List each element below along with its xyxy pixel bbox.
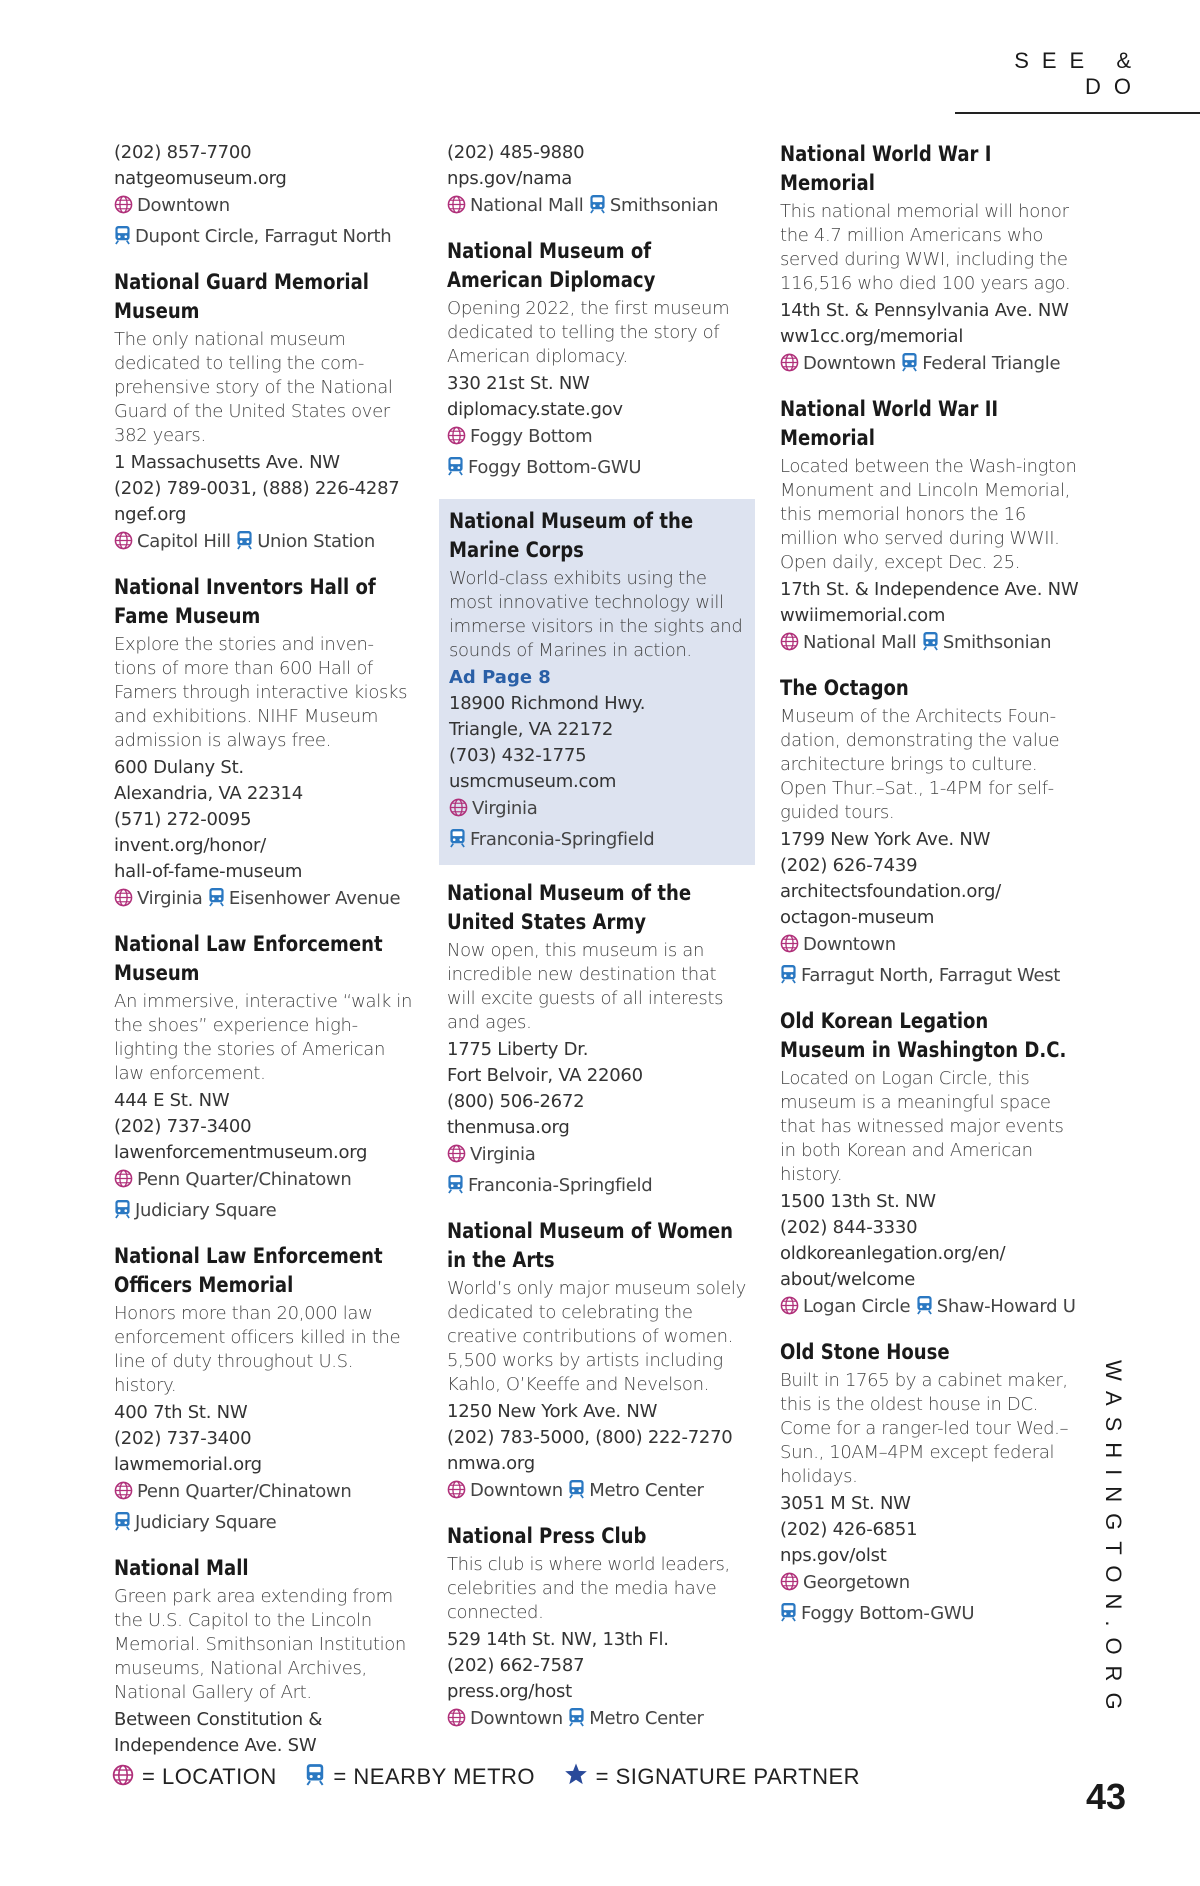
listing-name: National World War I Memorial bbox=[780, 142, 992, 195]
listing bbox=[780, 140, 1080, 381]
listing bbox=[447, 237, 747, 485]
listing-detail-line: Between Constitution & bbox=[114, 1709, 323, 1730]
listing-name: National Museum of the United States Army bbox=[447, 881, 692, 934]
location-name: Capitol Hill bbox=[137, 531, 231, 552]
listing-description: An immersive, interactive “walk in the shoes” experience high-lighting the stories of American law enforcement. bbox=[114, 991, 413, 1084]
metro-train-icon bbox=[589, 194, 606, 223]
location-name: Virginia bbox=[137, 888, 203, 909]
location-name: Downtown bbox=[803, 934, 896, 955]
metro-train-icon bbox=[208, 887, 225, 916]
listing-detail-line: Independence Ave. SW bbox=[114, 1735, 317, 1756]
location-metro-row bbox=[447, 454, 747, 485]
column-1 bbox=[114, 140, 414, 1773]
listing bbox=[447, 879, 747, 1203]
location-metro-row bbox=[114, 1166, 414, 1197]
listing bbox=[114, 1242, 414, 1540]
listing-detail-line: usmcmuseum.com bbox=[449, 771, 617, 792]
listing-description: Explore the stories and inven-tions of more than 600 Hall of Famers through interactive kiosks and exhibitions. NIHF Museum admission is always free. bbox=[114, 634, 408, 751]
listing-detail-line: wwiimemorial.com bbox=[780, 605, 946, 626]
location-metro-row bbox=[114, 192, 414, 223]
ad-page-link[interactable]: Ad Page 8 bbox=[449, 667, 551, 688]
location-name: Downtown bbox=[137, 195, 230, 216]
listing-detail-line: oldkoreanlegation.org/en/ bbox=[780, 1243, 1006, 1264]
globe-icon bbox=[449, 798, 468, 826]
globe-icon bbox=[780, 1296, 799, 1324]
location-name: Georgetown bbox=[803, 1572, 910, 1593]
legend-partner-label: = SIGNATURE PARTNER bbox=[595, 1764, 861, 1789]
listing-name: National Inventors Hall of Fame Museum bbox=[114, 575, 376, 628]
listing-detail-line: 1799 New York Ave. NW bbox=[780, 829, 991, 850]
metro-train-icon bbox=[780, 1602, 797, 1631]
metro-station: Judiciary Square bbox=[135, 1512, 277, 1533]
metro-train-icon bbox=[114, 1511, 131, 1540]
legend-partner bbox=[564, 1762, 860, 1792]
listing-detail-line: (202) 737-3400 bbox=[114, 1428, 252, 1449]
listing-detail-line: hall-of-fame-museum bbox=[114, 861, 303, 882]
listing-detail-line: thenmusa.org bbox=[447, 1117, 570, 1138]
globe-icon bbox=[114, 531, 133, 559]
location-name: Penn Quarter/Chinatown bbox=[137, 1169, 352, 1190]
location-metro-row bbox=[447, 192, 747, 223]
globe-icon bbox=[447, 195, 466, 223]
listing-detail-line: (202) 844-3330 bbox=[780, 1217, 918, 1238]
listing bbox=[780, 1007, 1080, 1324]
page-number: 43 bbox=[1086, 1776, 1127, 1817]
metro-train-icon bbox=[447, 1174, 464, 1203]
listing-description: This club is where world leaders, celebrities and the media have connected. bbox=[447, 1554, 730, 1623]
location-metro-row bbox=[447, 1172, 747, 1203]
listing-description: Museum of the Architects Foun-dation, demonstrating the value architecture brings to culture. Open Thur.–Sat., 1-4PM for self-guided tours. bbox=[780, 706, 1060, 823]
globe-icon bbox=[447, 426, 466, 454]
metro-train-icon bbox=[901, 352, 918, 381]
metro-station: Foggy Bottom-GWU bbox=[468, 457, 642, 478]
location-metro-row bbox=[780, 1600, 1080, 1631]
listing bbox=[447, 1522, 747, 1736]
listing-name: The Octagon bbox=[780, 676, 909, 700]
listing-detail-line: nmwa.org bbox=[447, 1453, 535, 1474]
listing-detail-line: nps.gov/nama bbox=[447, 168, 573, 189]
location-metro-row bbox=[114, 1478, 414, 1509]
metro-station: Foggy Bottom-GWU bbox=[801, 1603, 975, 1624]
listing-description: Now open, this museum is an incredible new destination that will excite guests of all interests and ages. bbox=[447, 940, 724, 1033]
listing-detail-line: (202) 485-9880 bbox=[447, 142, 585, 163]
listing-detail-line: diplomacy.state.gov bbox=[447, 399, 623, 420]
listing-name: National Guard Memorial Museum bbox=[114, 270, 369, 323]
metro-train-icon bbox=[916, 1295, 933, 1324]
listing-detail-line: Alexandria, VA 22314 bbox=[114, 783, 303, 804]
location-name: Downtown bbox=[470, 1480, 563, 1501]
listing-detail-line: about/welcome bbox=[780, 1269, 916, 1290]
listing bbox=[780, 1338, 1080, 1631]
location-metro-row bbox=[114, 1509, 414, 1540]
listing-detail-line: natgeomuseum.org bbox=[114, 168, 287, 189]
listing-detail-line: (202) 789-0031, (888) 226-4287 bbox=[114, 478, 400, 499]
location-name: Downtown bbox=[470, 1708, 563, 1729]
listing-detail-line: (202) 426-6851 bbox=[780, 1519, 918, 1540]
location-metro-row bbox=[447, 1141, 747, 1172]
globe-icon bbox=[114, 1481, 133, 1509]
globe-icon bbox=[447, 1480, 466, 1508]
section-title: SEE & DO bbox=[1014, 48, 1144, 99]
metro-station: Farragut North, Farragut West bbox=[801, 965, 1061, 986]
metro-train-icon bbox=[568, 1479, 585, 1508]
side-website-text: WASHINGTON.ORG bbox=[1101, 1360, 1126, 1721]
metro-train-icon bbox=[447, 456, 464, 485]
location-metro-row bbox=[780, 931, 1080, 962]
globe-icon bbox=[780, 632, 799, 660]
metro-station: Shaw-Howard U bbox=[936, 1296, 1076, 1317]
metro-train-icon bbox=[305, 1763, 325, 1792]
globe-icon bbox=[114, 1169, 133, 1197]
location-metro-row bbox=[114, 223, 414, 254]
section-header bbox=[955, 48, 1200, 114]
listing-detail-line: (202) 737-3400 bbox=[114, 1116, 252, 1137]
metro-train-icon bbox=[114, 225, 131, 254]
legend-location bbox=[112, 1764, 277, 1792]
listing-name: National Museum of American Diplomacy bbox=[447, 239, 656, 292]
listing bbox=[114, 573, 414, 916]
location-metro-row bbox=[447, 1477, 747, 1508]
location-metro-row bbox=[780, 962, 1080, 993]
listing-detail-line: lawenforcementmuseum.org bbox=[114, 1142, 368, 1163]
metro-train-icon bbox=[922, 631, 939, 660]
location-metro-row bbox=[114, 885, 414, 916]
legend-metro bbox=[305, 1763, 535, 1792]
listing bbox=[114, 930, 414, 1228]
listing-detail-line: 1250 New York Ave. NW bbox=[447, 1401, 658, 1422]
metro-station: Eisenhower Avenue bbox=[228, 888, 401, 909]
listing-description: The only national museum dedicated to telling the com-prehensive story of the National Guard of the United States over 382 years. bbox=[114, 329, 393, 446]
header-rule bbox=[955, 112, 1200, 114]
location-name: Foggy Bottom bbox=[470, 426, 593, 447]
listing-detail-line: 444 E St. NW bbox=[114, 1090, 230, 1111]
listing-detail-line: octagon-museum bbox=[780, 907, 935, 928]
listing-detail-line: 14th St. & Pennsylvania Ave. NW bbox=[780, 300, 1069, 321]
listing bbox=[114, 1554, 414, 1759]
location-name: Logan Circle bbox=[803, 1296, 911, 1317]
column-2 bbox=[447, 140, 747, 1750]
location-metro-row bbox=[780, 629, 1080, 660]
location-metro-row bbox=[449, 826, 745, 857]
listing-detail-line: 1 Massachusetts Ave. NW bbox=[114, 452, 340, 473]
metro-station: Dupont Circle, Farragut North bbox=[135, 226, 392, 247]
listing-description: World-class exhibits using the most innovative technology will immerse visitors in the sights and sounds of Marines in action. bbox=[449, 568, 743, 661]
listing-description: Honors more than 20,000 law enforcement officers killed in the line of duty throughout U.S. history. bbox=[114, 1303, 401, 1396]
listing-name: National Museum of Women in the Arts bbox=[447, 1219, 734, 1272]
listing-detail-line: Fort Belvoir, VA 22060 bbox=[447, 1065, 643, 1086]
listing-detail-line: Triangle, VA 22172 bbox=[449, 719, 614, 740]
listing-detail-line: (202) 783-5000, (800) 222-7270 bbox=[447, 1427, 733, 1448]
listing-detail-line: 18900 Richmond Hwy. bbox=[449, 693, 646, 714]
globe-icon bbox=[447, 1708, 466, 1736]
listing-detail-line: 17th St. & Independence Ave. NW bbox=[780, 579, 1079, 600]
location-metro-row bbox=[449, 795, 745, 826]
listing-detail-line: (571) 272-0095 bbox=[114, 809, 252, 830]
listing-detail-line: 1775 Liberty Dr. bbox=[447, 1039, 589, 1060]
star-icon bbox=[564, 1762, 588, 1792]
location-metro-row bbox=[780, 350, 1080, 381]
listing-name: National World War II Memorial bbox=[780, 397, 999, 450]
listing-name: National Press Club bbox=[447, 1524, 647, 1548]
listing-detail-line: ww1cc.org/memorial bbox=[780, 326, 964, 347]
listing-detail-line: lawmemorial.org bbox=[114, 1454, 262, 1475]
listing-name: Old Stone House bbox=[780, 1340, 950, 1364]
listing-description: Located on Logan Circle, this museum is a meaningful space that has witnessed major events in both Korean and American history. bbox=[780, 1068, 1064, 1185]
listing-name: National Law Enforcement Museum bbox=[114, 932, 383, 985]
globe-icon bbox=[114, 888, 133, 916]
listing-detail-line: (703) 432-1775 bbox=[449, 745, 587, 766]
listing bbox=[114, 140, 414, 254]
legend-metro-label: = NEARBY METRO bbox=[333, 1764, 536, 1789]
metro-train-icon bbox=[780, 964, 797, 993]
listing-description: Green park area extending from the U.S. Capitol to the Lincoln Memorial. Smithsonian Institution museums, National Archives, National Gallery of Art. bbox=[114, 1586, 406, 1703]
listing-detail-line: 1500 13th St. NW bbox=[780, 1191, 936, 1212]
listing-detail-line: (202) 662-7587 bbox=[447, 1655, 585, 1676]
listing-detail-line: 600 Dulany St. bbox=[114, 757, 244, 778]
listing-detail-line: 330 21st St. NW bbox=[447, 373, 590, 394]
listing bbox=[447, 1217, 747, 1508]
listing-name: National Mall bbox=[114, 1556, 249, 1580]
listing-description: Located between the Wash-ington Monument and Lincoln Memorial, this memorial honors the 16 million who served during WWII. Open daily, except Dec. 25. bbox=[780, 456, 1077, 573]
listing-detail-line: (202) 626-7439 bbox=[780, 855, 918, 876]
metro-station: Franconia-Springfield bbox=[470, 829, 655, 850]
listing bbox=[114, 268, 414, 559]
location-name: Virginia bbox=[470, 1144, 536, 1165]
metro-train-icon bbox=[449, 828, 466, 857]
listing bbox=[780, 674, 1080, 993]
location-metro-row bbox=[780, 1293, 1080, 1324]
metro-train-icon bbox=[568, 1707, 585, 1736]
globe-icon bbox=[447, 1144, 466, 1172]
location-name: Downtown bbox=[803, 353, 896, 374]
globe-icon bbox=[112, 1764, 134, 1792]
listing bbox=[447, 140, 747, 223]
location-metro-row bbox=[447, 423, 747, 454]
location-name: Penn Quarter/Chinatown bbox=[137, 1481, 352, 1502]
location-metro-row bbox=[780, 1569, 1080, 1600]
metro-station: Metro Center bbox=[589, 1708, 704, 1729]
location-name: National Mall bbox=[470, 195, 584, 216]
location-name: National Mall bbox=[803, 632, 917, 653]
listing-name: National Law Enforcement Officers Memorial bbox=[114, 1244, 383, 1297]
metro-station: Metro Center bbox=[589, 1480, 704, 1501]
globe-icon bbox=[114, 195, 133, 223]
listing bbox=[780, 395, 1080, 660]
location-metro-row bbox=[114, 1197, 414, 1228]
listing-detail-line: 3051 M St. NW bbox=[780, 1493, 911, 1514]
metro-station: Union Station bbox=[257, 531, 376, 552]
listing-detail-line: 529 14th St. NW, 13th Fl. bbox=[447, 1629, 669, 1650]
metro-train-icon bbox=[114, 1199, 131, 1228]
globe-icon bbox=[780, 353, 799, 381]
legend-location-label: = LOCATION bbox=[142, 1764, 277, 1789]
metro-station: Smithsonian bbox=[609, 195, 719, 216]
listing-detail-line: invent.org/honor/ bbox=[114, 835, 266, 856]
signature-partner-listing bbox=[439, 499, 755, 865]
location-metro-row bbox=[447, 1705, 747, 1736]
globe-icon bbox=[780, 1572, 799, 1600]
listing-description: World’s only major museum solely dedicated to celebrating the creative contributions of women. 5,500 works by artists including Kahlo, O’Keeffe and Nevelson. bbox=[447, 1278, 746, 1395]
listing-detail-line: 400 7th St. NW bbox=[114, 1402, 248, 1423]
listing-detail-line: (202) 857-7700 bbox=[114, 142, 252, 163]
metro-station: Smithsonian bbox=[942, 632, 1052, 653]
listing-description: This national memorial will honor the 4.7 million Americans who served during WWI, including the 116,516 who died 100 years ago. bbox=[780, 201, 1071, 294]
listing-detail-line: ngef.org bbox=[114, 504, 187, 525]
listing-description: Built in 1765 by a cabinet maker, this is the oldest house in DC. Come for a ranger-led tour Wed.–Sun., 10AM–4PM except federal holidays. bbox=[780, 1370, 1069, 1487]
metro-station: Franconia-Springfield bbox=[468, 1175, 653, 1196]
column-3 bbox=[780, 140, 1080, 1645]
listing-detail-line: architectsfoundation.org/ bbox=[780, 881, 1001, 902]
listing-name: National Museum of the Marine Corps bbox=[449, 509, 694, 562]
location-name: Virginia bbox=[472, 798, 538, 819]
metro-station: Federal Triangle bbox=[922, 353, 1061, 374]
listing-description: Opening 2022, the first museum dedicated to telling the story of American diplomacy. bbox=[447, 298, 730, 367]
metro-train-icon bbox=[236, 530, 253, 559]
listing-detail-line: press.org/host bbox=[447, 1681, 572, 1702]
listing-detail-line: (800) 506-2672 bbox=[447, 1091, 585, 1112]
listing-name: Old Korean Legation Museum in Washington D.C. bbox=[780, 1009, 1067, 1062]
metro-station: Judiciary Square bbox=[135, 1200, 277, 1221]
legend bbox=[112, 1762, 1062, 1792]
location-metro-row bbox=[114, 528, 414, 559]
globe-icon bbox=[780, 934, 799, 962]
listing-detail-line: nps.gov/olst bbox=[780, 1545, 887, 1566]
